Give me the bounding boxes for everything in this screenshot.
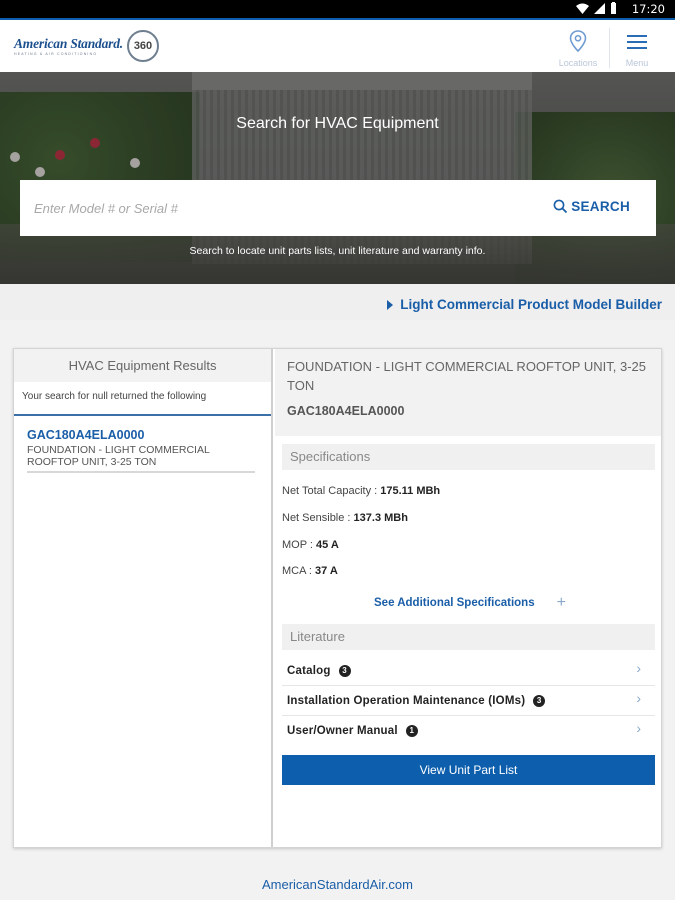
spec-value: 37 A xyxy=(315,565,338,577)
logo-text: American Standard. xyxy=(14,36,123,51)
spec-value: 137.3 MBh xyxy=(353,512,408,524)
results-note: Your search for null returned the following xyxy=(22,391,207,402)
literature-heading: Literature xyxy=(282,624,655,650)
signal-icon xyxy=(594,3,605,14)
result-item[interactable] xyxy=(27,428,255,473)
literature-item-label: Catalog 3 xyxy=(287,665,351,677)
chevron-right-icon: › xyxy=(636,690,641,706)
status-time: 17:20 xyxy=(631,2,665,16)
footer-website-link[interactable]: AmericanStandardAir.com xyxy=(261,877,413,892)
logo-subtext: HEATING & AIR CONDITIONING xyxy=(14,52,98,56)
locations-button[interactable] xyxy=(553,26,603,70)
literature-item-catalog[interactable] xyxy=(282,656,655,686)
spec-row xyxy=(282,485,440,497)
detail-model: GAC180A4ELA0000 xyxy=(287,404,405,418)
logo-badge: 360 xyxy=(127,30,159,62)
results-divider xyxy=(14,414,271,416)
count-badge: 3 xyxy=(339,665,351,677)
caret-right-icon xyxy=(387,300,393,310)
app-header xyxy=(0,18,675,72)
location-pin-icon xyxy=(569,30,587,52)
plus-icon: + xyxy=(556,594,566,611)
see-additional-specs-link[interactable] xyxy=(374,594,566,612)
model-builder-label: Light Commercial Product Model Builder xyxy=(400,297,662,312)
header-divider xyxy=(609,28,610,68)
status-icons xyxy=(576,2,617,14)
count-badge: 3 xyxy=(533,695,545,707)
result-detail-column xyxy=(275,349,661,847)
battery-icon xyxy=(610,2,617,14)
spec-label: MCA : xyxy=(282,565,316,577)
spec-label: Net Sensible : xyxy=(282,512,354,524)
results-panel xyxy=(13,348,662,848)
builder-link-bar xyxy=(0,284,675,320)
count-badge: 1 xyxy=(406,725,418,737)
specifications-heading: Specifications xyxy=(282,444,655,470)
search-button[interactable] xyxy=(553,199,630,214)
chevron-right-icon: › xyxy=(636,720,641,736)
literature-item-label: Installation Operation Maintenance (IOMs) 3 xyxy=(287,695,545,707)
results-list-column xyxy=(14,349,273,847)
hero-search-section xyxy=(0,72,675,284)
search-box xyxy=(20,180,656,236)
menu-label: Menu xyxy=(625,58,649,68)
status-bar xyxy=(0,0,675,18)
hero-title: Search for HVAC Equipment xyxy=(236,115,439,132)
model-builder-link[interactable] xyxy=(387,297,662,312)
locations-label: Locations xyxy=(558,58,598,68)
hamburger-menu-icon xyxy=(627,34,647,50)
spec-row xyxy=(282,565,338,577)
search-icon xyxy=(553,199,568,214)
view-unit-part-list-button[interactable]: View Unit Part List xyxy=(282,755,655,785)
brand-logo[interactable] xyxy=(14,30,174,66)
detail-title: FOUNDATION - LIGHT COMMERCIAL ROOFTOP UNIT, 3-25 TON xyxy=(287,359,646,393)
literature-item-ioms[interactable] xyxy=(282,686,655,716)
spec-row xyxy=(282,512,408,524)
menu-button[interactable] xyxy=(612,26,662,70)
spec-value: 45 A xyxy=(316,539,339,551)
model-serial-search-input[interactable] xyxy=(20,180,540,236)
result-model: GAC180A4ELA0000 xyxy=(27,428,145,442)
detail-header xyxy=(275,349,661,436)
spec-row xyxy=(282,539,339,551)
literature-item-label: User/Owner Manual 1 xyxy=(287,725,418,737)
results-heading: HVAC Equipment Results xyxy=(14,349,271,382)
hero-subtitle: Search to locate unit parts lists, unit literature and warranty info. xyxy=(189,245,486,257)
spec-label: Net Total Capacity : xyxy=(282,485,381,497)
see-additional-specs-label: See Additional Specifications xyxy=(374,597,535,609)
spec-value: 175.11 MBh xyxy=(380,485,441,497)
chevron-right-icon: › xyxy=(636,660,641,676)
literature-item-owner-manual[interactable] xyxy=(282,716,655,746)
result-description: FOUNDATION - LIGHT COMMERCIAL ROOFTOP UNIT, 3-25 TON xyxy=(27,444,210,468)
spec-label: MOP : xyxy=(282,539,317,551)
search-button-label: SEARCH xyxy=(571,199,630,214)
wifi-icon xyxy=(576,3,589,14)
